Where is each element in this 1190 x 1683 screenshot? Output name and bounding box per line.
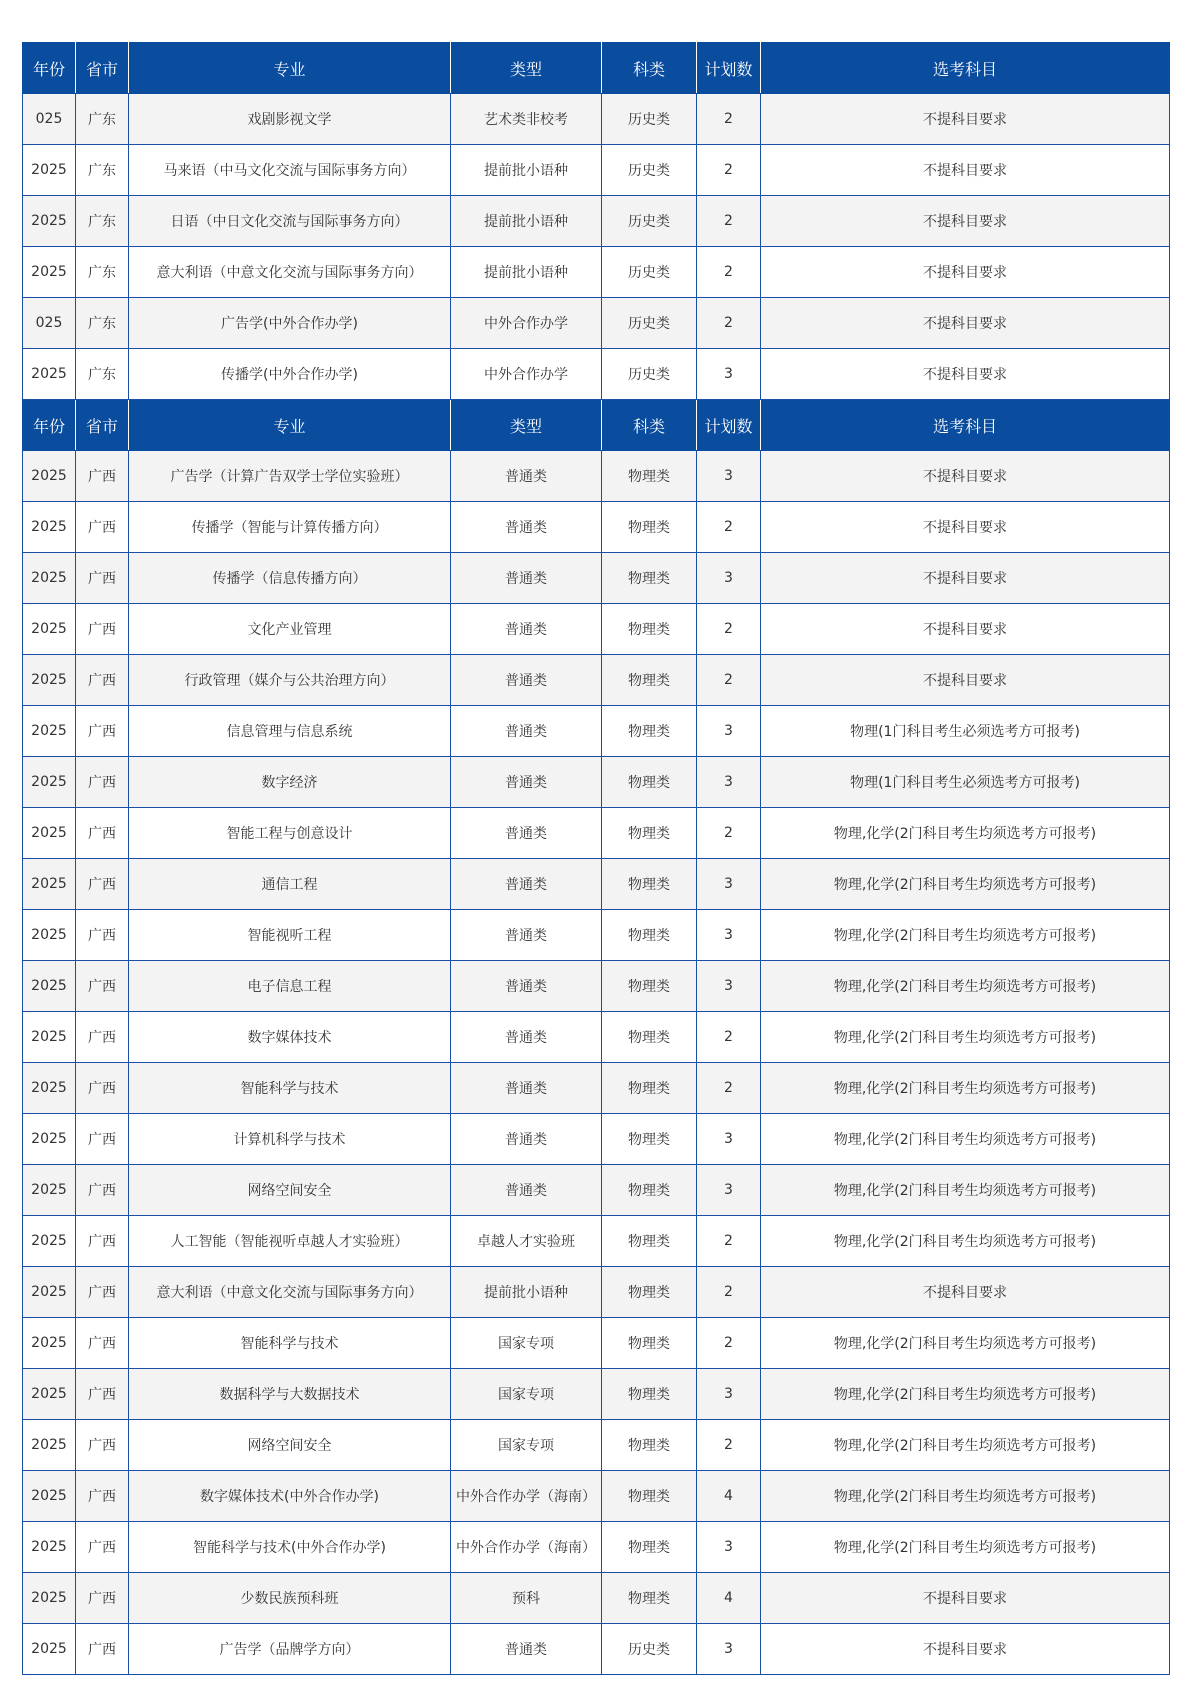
cell-subject-category: 物理类 [602,1471,697,1522]
cell-province: 广西 [76,961,129,1012]
cell-province: 广西 [76,859,129,910]
cell-plan-count: 2 [697,604,761,655]
table-body [23,43,1170,1675]
cell-major: 智能工程与创意设计 [129,808,451,859]
cell-year: 2025 [23,1216,76,1267]
cell-year: 2025 [23,859,76,910]
cell-major: 数据科学与大数据技术 [129,1369,451,1420]
table-row [23,1216,1170,1267]
cell-type: 艺术类非校考 [451,94,602,145]
cell-subject-category: 历史类 [602,145,697,196]
cell-type: 普通类 [451,1114,602,1165]
table-row [23,1471,1170,1522]
header-cell-subject-category: 科类 [602,43,697,94]
cell-year: 2025 [23,1573,76,1624]
cell-plan-count: 3 [697,961,761,1012]
cell-required-subjects: 物理,化学(2门科目考生均须选考方可报考) [761,1216,1170,1267]
cell-year: 2025 [23,1012,76,1063]
cell-type: 中外合作办学 [451,298,602,349]
cell-plan-count: 4 [697,1573,761,1624]
cell-plan-count: 2 [697,655,761,706]
header-cell-required-subjects: 选考科目 [761,43,1170,94]
header-cell-major: 专业 [129,43,451,94]
table-row [23,298,1170,349]
table-row [23,910,1170,961]
header-cell-required-subjects: 选考科目 [761,400,1170,451]
cell-major: 戏剧影视文学 [129,94,451,145]
cell-type: 提前批小语种 [451,196,602,247]
cell-required-subjects: 物理,化学(2门科目考生均须选考方可报考) [761,1318,1170,1369]
cell-type: 普通类 [451,859,602,910]
cell-year: 2025 [23,1318,76,1369]
cell-province: 广西 [76,1114,129,1165]
cell-plan-count: 2 [697,1063,761,1114]
cell-plan-count: 3 [697,1624,761,1675]
cell-plan-count: 2 [697,94,761,145]
cell-type: 国家专项 [451,1420,602,1471]
cell-subject-category: 物理类 [602,502,697,553]
table-header-row [23,43,1170,94]
cell-plan-count: 3 [697,451,761,502]
cell-required-subjects: 物理,化学(2门科目考生均须选考方可报考) [761,859,1170,910]
cell-plan-count: 3 [697,757,761,808]
table-row [23,604,1170,655]
cell-type: 预科 [451,1573,602,1624]
cell-major: 电子信息工程 [129,961,451,1012]
table-row [23,1624,1170,1675]
cell-subject-category: 历史类 [602,298,697,349]
cell-subject-category: 物理类 [602,1063,697,1114]
cell-required-subjects: 物理,化学(2门科目考生均须选考方可报考) [761,1165,1170,1216]
cell-plan-count: 2 [697,1420,761,1471]
cell-major: 智能科学与技术 [129,1063,451,1114]
cell-required-subjects: 不提科目要求 [761,298,1170,349]
cell-type: 普通类 [451,502,602,553]
cell-plan-count: 3 [697,910,761,961]
cell-major: 意大利语（中意文化交流与国际事务方向） [129,1267,451,1318]
cell-plan-count: 2 [697,145,761,196]
cell-major: 传播学（信息传播方向） [129,553,451,604]
cell-type: 普通类 [451,1063,602,1114]
cell-province: 广西 [76,1216,129,1267]
table-row [23,451,1170,502]
cell-type: 国家专项 [451,1318,602,1369]
cell-year: 2025 [23,655,76,706]
cell-major: 通信工程 [129,859,451,910]
cell-required-subjects: 不提科目要求 [761,655,1170,706]
table-row [23,1063,1170,1114]
cell-type: 普通类 [451,910,602,961]
cell-required-subjects: 物理,化学(2门科目考生均须选考方可报考) [761,1420,1170,1471]
table-row [23,1318,1170,1369]
table-row [23,1369,1170,1420]
cell-required-subjects: 物理,化学(2门科目考生均须选考方可报考) [761,1369,1170,1420]
cell-province: 广西 [76,553,129,604]
cell-province: 广西 [76,451,129,502]
cell-type: 普通类 [451,706,602,757]
cell-subject-category: 历史类 [602,1624,697,1675]
cell-province: 广西 [76,1318,129,1369]
cell-subject-category: 物理类 [602,757,697,808]
cell-type: 普通类 [451,1624,602,1675]
cell-year: 2025 [23,604,76,655]
cell-plan-count: 2 [697,247,761,298]
cell-year: 025 [23,298,76,349]
cell-subject-category: 物理类 [602,1267,697,1318]
cell-subject-category: 历史类 [602,349,697,400]
cell-type: 普通类 [451,655,602,706]
cell-subject-category: 物理类 [602,1573,697,1624]
cell-province: 广西 [76,1624,129,1675]
cell-plan-count: 3 [697,553,761,604]
cell-year: 2025 [23,1522,76,1573]
cell-required-subjects: 物理,化学(2门科目考生均须选考方可报考) [761,1012,1170,1063]
cell-type: 中外合作办学（海南） [451,1471,602,1522]
cell-required-subjects: 物理,化学(2门科目考生均须选考方可报考) [761,1522,1170,1573]
cell-major: 人工智能（智能视听卓越人才实验班） [129,1216,451,1267]
cell-plan-count: 2 [697,1267,761,1318]
cell-type: 中外合作办学 [451,349,602,400]
cell-major: 计算机科学与技术 [129,1114,451,1165]
cell-major: 网络空间安全 [129,1165,451,1216]
table-row [23,706,1170,757]
cell-year: 2025 [23,757,76,808]
cell-province: 广西 [76,808,129,859]
table-row [23,1114,1170,1165]
cell-type: 提前批小语种 [451,145,602,196]
header-cell-type: 类型 [451,43,602,94]
table-row [23,1267,1170,1318]
cell-year: 2025 [23,247,76,298]
cell-required-subjects: 不提科目要求 [761,604,1170,655]
cell-subject-category: 物理类 [602,859,697,910]
cell-plan-count: 2 [697,1318,761,1369]
cell-subject-category: 物理类 [602,808,697,859]
cell-year: 2025 [23,1471,76,1522]
cell-subject-category: 历史类 [602,247,697,298]
cell-plan-count: 2 [697,1216,761,1267]
cell-year: 2025 [23,502,76,553]
cell-year: 2025 [23,1369,76,1420]
table-row [23,145,1170,196]
cell-type: 提前批小语种 [451,1267,602,1318]
cell-plan-count: 2 [697,298,761,349]
cell-major: 意大利语（中意文化交流与国际事务方向） [129,247,451,298]
table-row [23,1522,1170,1573]
cell-type: 普通类 [451,757,602,808]
header-cell-major: 专业 [129,400,451,451]
cell-required-subjects: 不提科目要求 [761,349,1170,400]
cell-required-subjects: 不提科目要求 [761,451,1170,502]
cell-type: 提前批小语种 [451,247,602,298]
table-row [23,1420,1170,1471]
cell-plan-count: 2 [697,808,761,859]
table-row [23,655,1170,706]
cell-subject-category: 物理类 [602,1165,697,1216]
header-cell-type: 类型 [451,400,602,451]
cell-subject-category: 历史类 [602,94,697,145]
cell-subject-category: 物理类 [602,1114,697,1165]
cell-year: 2025 [23,1114,76,1165]
cell-required-subjects: 不提科目要求 [761,145,1170,196]
cell-major: 网络空间安全 [129,1420,451,1471]
table-row [23,1012,1170,1063]
table-row [23,1165,1170,1216]
cell-year: 2025 [23,1267,76,1318]
cell-province: 广西 [76,1165,129,1216]
cell-subject-category: 物理类 [602,451,697,502]
cell-required-subjects: 不提科目要求 [761,553,1170,604]
cell-major: 行政管理（媒介与公共治理方向） [129,655,451,706]
cell-province: 广西 [76,1573,129,1624]
cell-required-subjects: 物理,化学(2门科目考生均须选考方可报考) [761,1063,1170,1114]
header-cell-subject-category: 科类 [602,400,697,451]
cell-year: 2025 [23,706,76,757]
cell-subject-category: 物理类 [602,655,697,706]
cell-year: 2025 [23,1063,76,1114]
cell-province: 广东 [76,145,129,196]
cell-year: 2025 [23,145,76,196]
cell-subject-category: 物理类 [602,910,697,961]
header-cell-year: 年份 [23,43,76,94]
cell-required-subjects: 物理,化学(2门科目考生均须选考方可报考) [761,1471,1170,1522]
cell-plan-count: 4 [697,1471,761,1522]
header-cell-plan-count: 计划数 [697,400,761,451]
cell-major: 数字经济 [129,757,451,808]
table-row [23,502,1170,553]
cell-major: 传播学（智能与计算传播方向） [129,502,451,553]
cell-required-subjects: 物理(1门科目考生必须选考方可报考) [761,757,1170,808]
cell-province: 广西 [76,1063,129,1114]
cell-type: 普通类 [451,1165,602,1216]
cell-subject-category: 物理类 [602,961,697,1012]
cell-province: 广西 [76,1522,129,1573]
cell-year: 2025 [23,961,76,1012]
cell-required-subjects: 不提科目要求 [761,502,1170,553]
cell-subject-category: 物理类 [602,1420,697,1471]
cell-plan-count: 3 [697,859,761,910]
cell-subject-category: 物理类 [602,1369,697,1420]
cell-major: 数字媒体技术(中外合作办学) [129,1471,451,1522]
cell-required-subjects: 物理,化学(2门科目考生均须选考方可报考) [761,808,1170,859]
cell-province: 广西 [76,1420,129,1471]
cell-type: 普通类 [451,451,602,502]
cell-major: 数字媒体技术 [129,1012,451,1063]
table-header-row [23,400,1170,451]
cell-type: 中外合作办学（海南） [451,1522,602,1573]
cell-major: 广告学(中外合作办学) [129,298,451,349]
cell-province: 广东 [76,349,129,400]
cell-plan-count: 2 [697,196,761,247]
table-row [23,553,1170,604]
cell-subject-category: 物理类 [602,1012,697,1063]
table-row [23,961,1170,1012]
cell-province: 广西 [76,757,129,808]
cell-province: 广西 [76,1267,129,1318]
cell-plan-count: 3 [697,1114,761,1165]
cell-major: 信息管理与信息系统 [129,706,451,757]
cell-major: 智能科学与技术(中外合作办学) [129,1522,451,1573]
cell-year: 2025 [23,196,76,247]
cell-plan-count: 3 [697,1369,761,1420]
header-cell-province: 省市 [76,400,129,451]
cell-year: 2025 [23,349,76,400]
cell-province: 广西 [76,1369,129,1420]
cell-province: 广西 [76,706,129,757]
cell-subject-category: 物理类 [602,1318,697,1369]
table-row [23,196,1170,247]
cell-required-subjects: 不提科目要求 [761,1624,1170,1675]
cell-required-subjects: 不提科目要求 [761,94,1170,145]
cell-required-subjects: 物理(1门科目考生必须选考方可报考) [761,706,1170,757]
cell-province: 广西 [76,655,129,706]
cell-plan-count: 3 [697,349,761,400]
header-cell-year: 年份 [23,400,76,451]
cell-year: 2025 [23,808,76,859]
table-row [23,808,1170,859]
cell-province: 广东 [76,94,129,145]
table-row [23,859,1170,910]
cell-year: 2025 [23,1165,76,1216]
cell-required-subjects: 物理,化学(2门科目考生均须选考方可报考) [761,961,1170,1012]
cell-required-subjects: 物理,化学(2门科目考生均须选考方可报考) [761,910,1170,961]
cell-major: 日语（中日文化交流与国际事务方向） [129,196,451,247]
enrollment-plan-table [22,42,1170,1675]
cell-required-subjects: 不提科目要求 [761,1267,1170,1318]
cell-province: 广西 [76,502,129,553]
cell-required-subjects: 不提科目要求 [761,247,1170,298]
cell-year: 2025 [23,1624,76,1675]
cell-major: 马来语（中马文化交流与国际事务方向） [129,145,451,196]
cell-province: 广东 [76,247,129,298]
cell-type: 普通类 [451,553,602,604]
cell-province: 广西 [76,1012,129,1063]
cell-major: 智能视听工程 [129,910,451,961]
cell-required-subjects: 物理,化学(2门科目考生均须选考方可报考) [761,1114,1170,1165]
cell-type: 普通类 [451,1012,602,1063]
header-cell-province: 省市 [76,43,129,94]
cell-year: 2025 [23,910,76,961]
cell-major: 传播学(中外合作办学) [129,349,451,400]
enrollment-plan-container [22,42,1169,1675]
cell-plan-count: 3 [697,1165,761,1216]
cell-major: 少数民族预科班 [129,1573,451,1624]
cell-type: 普通类 [451,808,602,859]
cell-year: 2025 [23,451,76,502]
cell-province: 广西 [76,910,129,961]
cell-type: 普通类 [451,604,602,655]
cell-plan-count: 3 [697,706,761,757]
cell-subject-category: 物理类 [602,1522,697,1573]
cell-subject-category: 物理类 [602,706,697,757]
cell-plan-count: 2 [697,1012,761,1063]
cell-type: 普通类 [451,961,602,1012]
cell-required-subjects: 不提科目要求 [761,1573,1170,1624]
table-row [23,1573,1170,1624]
cell-major: 智能科学与技术 [129,1318,451,1369]
cell-province: 广西 [76,604,129,655]
cell-subject-category: 物理类 [602,553,697,604]
cell-type: 国家专项 [451,1369,602,1420]
cell-major: 文化产业管理 [129,604,451,655]
cell-plan-count: 2 [697,502,761,553]
table-row [23,247,1170,298]
cell-subject-category: 物理类 [602,1216,697,1267]
cell-type: 卓越人才实验班 [451,1216,602,1267]
cell-year: 2025 [23,1420,76,1471]
table-row [23,349,1170,400]
table-row [23,757,1170,808]
cell-year: 2025 [23,553,76,604]
cell-province: 广东 [76,196,129,247]
cell-province: 广东 [76,298,129,349]
cell-major: 广告学（计算广告双学士学位实验班） [129,451,451,502]
header-cell-plan-count: 计划数 [697,43,761,94]
cell-required-subjects: 不提科目要求 [761,196,1170,247]
table-row [23,94,1170,145]
cell-subject-category: 历史类 [602,196,697,247]
cell-major: 广告学（品牌学方向） [129,1624,451,1675]
cell-plan-count: 3 [697,1522,761,1573]
cell-province: 广西 [76,1471,129,1522]
cell-year: 025 [23,94,76,145]
cell-subject-category: 物理类 [602,604,697,655]
